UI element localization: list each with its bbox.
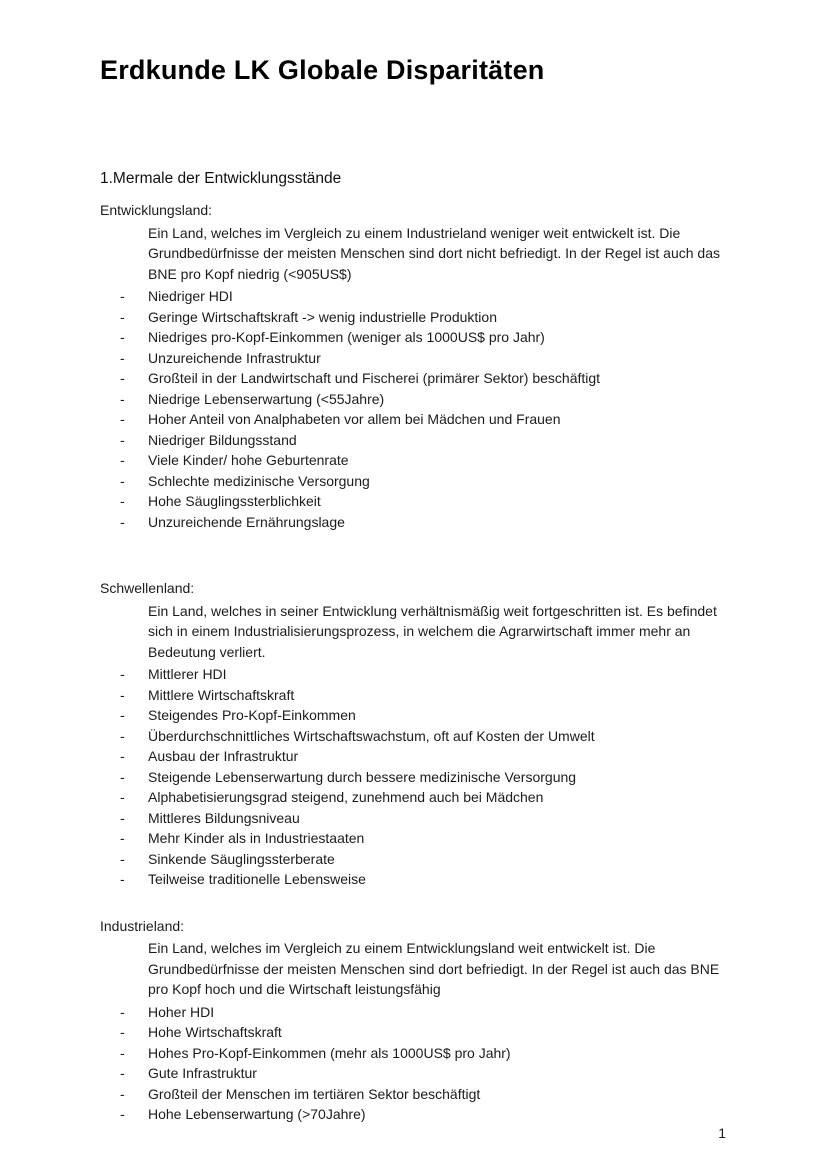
bullet-item (100, 1084, 732, 1105)
bullet-text: Hohe Säuglingssterblichkeit (148, 493, 321, 509)
bullet-list (100, 286, 732, 532)
bullet-text: Steigendes Pro-Kopf-Einkommen (148, 707, 356, 723)
bullet-item (100, 409, 732, 430)
section-paragraph: Ein Land, welches im Vergleich zu einem Entwicklungsland weit entwickelt ist. Die Grundbedürfnisse der meisten Menschen sind dort befriedigt. In der Regel ist auch das BNE pro Kopf hoch und die Wirtschaft leistungsfähig (148, 940, 720, 997)
dash-bullet: - (120, 411, 125, 427)
section-industrieland (100, 916, 732, 1125)
bullet-text: Großteil in der Landwirtschaft und Fischerei (primärer Sektor) beschäftigt (148, 370, 601, 386)
bullet-item (100, 1002, 732, 1023)
bullet-item (100, 1104, 732, 1125)
page-number: 1 (718, 1124, 726, 1141)
bullet-text: Hoher Anteil von Analphabeten vor allem bei Mädchen und Frauen (148, 411, 561, 427)
dash-bullet: - (120, 513, 125, 530)
dash-bullet: - (120, 1085, 125, 1102)
dash-bullet: - (120, 452, 125, 468)
bullet-text: Niedriges pro-Kopf-Einkommen (weniger als 1000US$ pro Jahr) (148, 329, 545, 345)
dash-bullet: - (120, 768, 125, 785)
bullet-text: Sinkende Säuglingssterberate (148, 850, 335, 867)
bullet-item (100, 1022, 732, 1043)
bullet-text: Unzureichende Ernährungslage (148, 513, 345, 530)
dash-bullet: - (120, 390, 125, 407)
bullet-item (100, 286, 732, 307)
dash-bullet: - (120, 349, 125, 366)
dash-bullet: - (120, 748, 125, 764)
dash-bullet: - (120, 1024, 125, 1040)
section-entwicklungsland (100, 200, 732, 532)
bullet-text: Hohes Pro-Kopf-Einkommen (mehr als 1000US$ pro Jahr) (148, 1044, 511, 1061)
dash-bullet: - (120, 1044, 125, 1061)
dash-bullet: - (120, 666, 125, 682)
section-paragraph: Ein Land, welches im Vergleich zu einem Industrieland weniger weit entwickelt ist. Die Grundbedürfnisse der meisten Menschen sind dort nicht befriedigt. In der Regel ist auch das BNE pro Kopf niedrig (<905US$) (148, 224, 720, 282)
bullet-item (100, 471, 732, 492)
bullet-text: Gute Infrastruktur (148, 1065, 257, 1081)
bullet-item (100, 1043, 732, 1064)
dash-bullet: - (120, 686, 125, 703)
bullet-text: Hohe Wirtschaftskraft (148, 1024, 282, 1040)
bullet-text: Alphabetisierungsgrad steigend, zunehmend auch bei Mädchen (148, 789, 544, 805)
section-label: Entwicklungsland: (100, 202, 213, 218)
bullet-list (100, 664, 732, 890)
bullet-item (100, 705, 732, 726)
bullet-item (100, 368, 732, 389)
bullet-text: Mittlerer HDI (148, 666, 227, 682)
document-title: Erdkunde LK Globale Disparitäten (100, 55, 545, 85)
dash-bullet: - (120, 1065, 125, 1081)
dash-bullet: - (120, 707, 125, 723)
section-heading: 1.Mermale der Entwicklungsstände (100, 170, 342, 187)
bullet-item (100, 430, 732, 451)
bullet-item (100, 828, 732, 849)
dash-bullet: - (120, 370, 125, 386)
section-schwellenland (100, 578, 732, 890)
dash-bullet: - (120, 308, 125, 325)
dash-bullet: - (120, 1106, 125, 1122)
bullet-list (100, 1002, 732, 1125)
bullet-item (100, 1063, 732, 1084)
dash-bullet: - (120, 830, 125, 846)
section-label: Industrieland: (100, 917, 185, 934)
bullet-text: Mehr Kinder als in Industriestaaten (148, 830, 365, 846)
bullet-text: Niedrige Lebenserwartung (<55Jahre) (148, 390, 385, 407)
dash-bullet: - (120, 789, 125, 805)
bullet-text: Teilweise traditionelle Lebensweise (148, 871, 366, 887)
bullet-item (100, 491, 732, 512)
bullet-item (100, 746, 732, 767)
bullet-item (100, 327, 732, 348)
bullet-text: Viele Kinder/ hohe Geburtenrate (148, 452, 349, 468)
bullet-item (100, 787, 732, 808)
dash-bullet: - (120, 850, 125, 867)
bullet-text: Schlechte medizinische Versorgung (148, 472, 370, 489)
section-label: Schwellenland: (100, 580, 195, 596)
bullet-text: Niedriger Bildungsstand (148, 431, 297, 448)
dash-bullet: - (120, 727, 125, 744)
dash-bullet: - (120, 472, 125, 489)
bullet-item (100, 664, 732, 685)
bullet-text: Hohe Lebenserwartung (>70Jahre) (148, 1106, 366, 1122)
bullet-item (100, 849, 732, 870)
bullet-item (100, 512, 732, 533)
bullet-item (100, 685, 732, 706)
bullet-text: Hoher HDI (148, 1003, 215, 1020)
bullet-item (100, 450, 732, 471)
bullet-item (100, 726, 732, 747)
bullet-text: Überdurchschnittliches Wirtschaftswachstum, oft auf Kosten der Umwelt (148, 727, 595, 744)
bullet-text: Geringe Wirtschaftskraft -> wenig industrielle Produktion (148, 308, 497, 325)
bullet-item (100, 808, 732, 829)
dash-bullet: - (120, 329, 125, 345)
bullet-text: Niedriger HDI (148, 288, 233, 304)
bullet-text: Mittlere Wirtschaftskraft (148, 686, 295, 703)
dash-bullet: - (120, 288, 125, 304)
bullet-text: Unzureichende Infrastruktur (148, 349, 321, 366)
dash-bullet: - (120, 809, 125, 826)
bullet-item (100, 869, 732, 890)
bullet-text: Großteil der Menschen im tertiären Sektor beschäftigt (148, 1085, 481, 1102)
bullet-item (100, 348, 732, 369)
bullet-item (100, 307, 732, 328)
bullet-item (100, 767, 732, 788)
section-paragraph: Ein Land, welches in seiner Entwicklung verhältnismäßig weit fortgeschritten ist. Es befindet sich in einem Industrialisierungsprozess, in welchem die Agrarwirtschaft immer mehr an Bedeutung verliert. (148, 602, 717, 660)
dash-bullet: - (120, 493, 125, 509)
dash-bullet: - (120, 871, 125, 887)
dash-bullet: - (120, 1003, 125, 1020)
bullet-text: Steigende Lebenserwartung durch bessere medizinische Versorgung (148, 768, 577, 785)
dash-bullet: - (120, 431, 125, 448)
bullet-text: Mittleres Bildungsniveau (148, 809, 300, 826)
bullet-text: Ausbau der Infrastruktur (148, 748, 299, 764)
bullet-item (100, 389, 732, 410)
